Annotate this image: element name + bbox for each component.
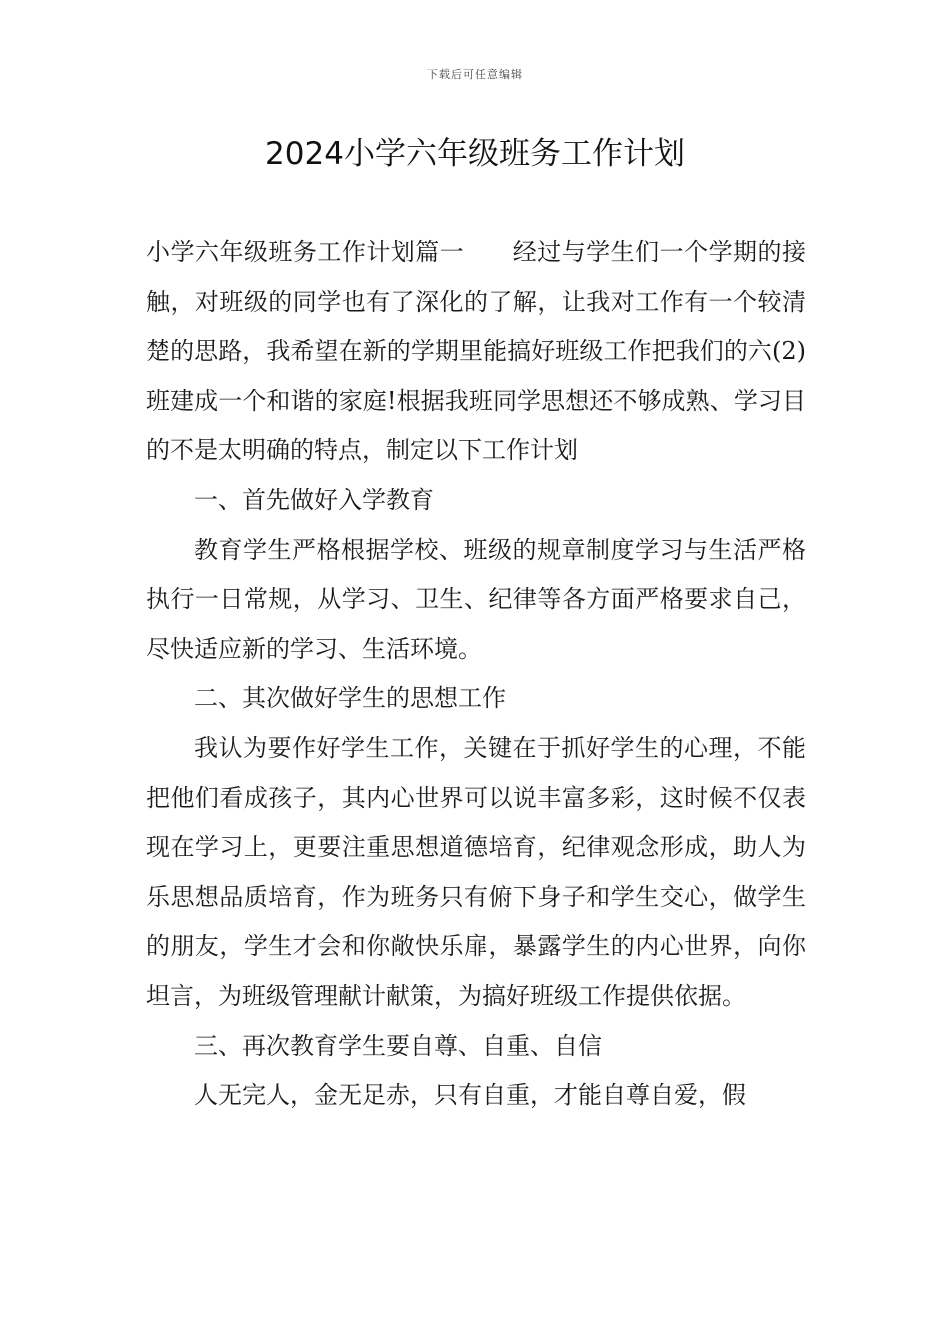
document-body xyxy=(146,228,806,1121)
document-title: 2024小学六年级班务工作计划 xyxy=(265,136,685,172)
header-note: 下载后可任意编辑 xyxy=(427,68,523,81)
section-paragraph-2: 我认为要作好学生工作，关键在于抓好学生的心理，不能把他们看成孩子，其内心世界可以说丰富多彩，这时候不仅表现在学习上，更要注重思想道德培育，纪律观念形成，助人为乐思想品质培育，作为班务只有俯下身子和学生交心，做学生的朋友，学生才会和你敞快乐扉，暴露学生的内心世界，向你坦言，为班级管理献计献策，为搞好班级工作提供依据。 xyxy=(146,733,806,1010)
intro-text: 经过与学生们一个学期的接触，对班级的同学也有了深化的了解，让我对工作有一个较清楚的思路，我希望在新的学期里能搞好班级工作把我们的六(2)班建成一个和谐的家庭!根据我班同学思想还不够成熟、学习目的不是太明确的特点，制定以下工作计划 xyxy=(146,238,807,465)
section-heading-1: 一、首先做好入学教育 xyxy=(194,485,434,514)
intro-paragraph xyxy=(146,228,806,476)
section-heading-3: 三、再次教育学生要自尊、自重、自信 xyxy=(194,1031,602,1060)
intro-lead: 小学六年级班务工作计划篇一 xyxy=(146,238,465,266)
section-paragraph-3: 人无完人，金无足赤，只有自重，才能自尊自爱，假 xyxy=(194,1081,746,1110)
section-heading-2: 二、其次做好学生的思想工作 xyxy=(194,684,506,713)
section-paragraph-1: 教育学生严格根据学校、班级的规章制度学习与生活严格执行一日常规，从学习、卫生、纪律等各方面严格要求自己，尽快适应新的学习、生活环境。 xyxy=(146,535,806,663)
